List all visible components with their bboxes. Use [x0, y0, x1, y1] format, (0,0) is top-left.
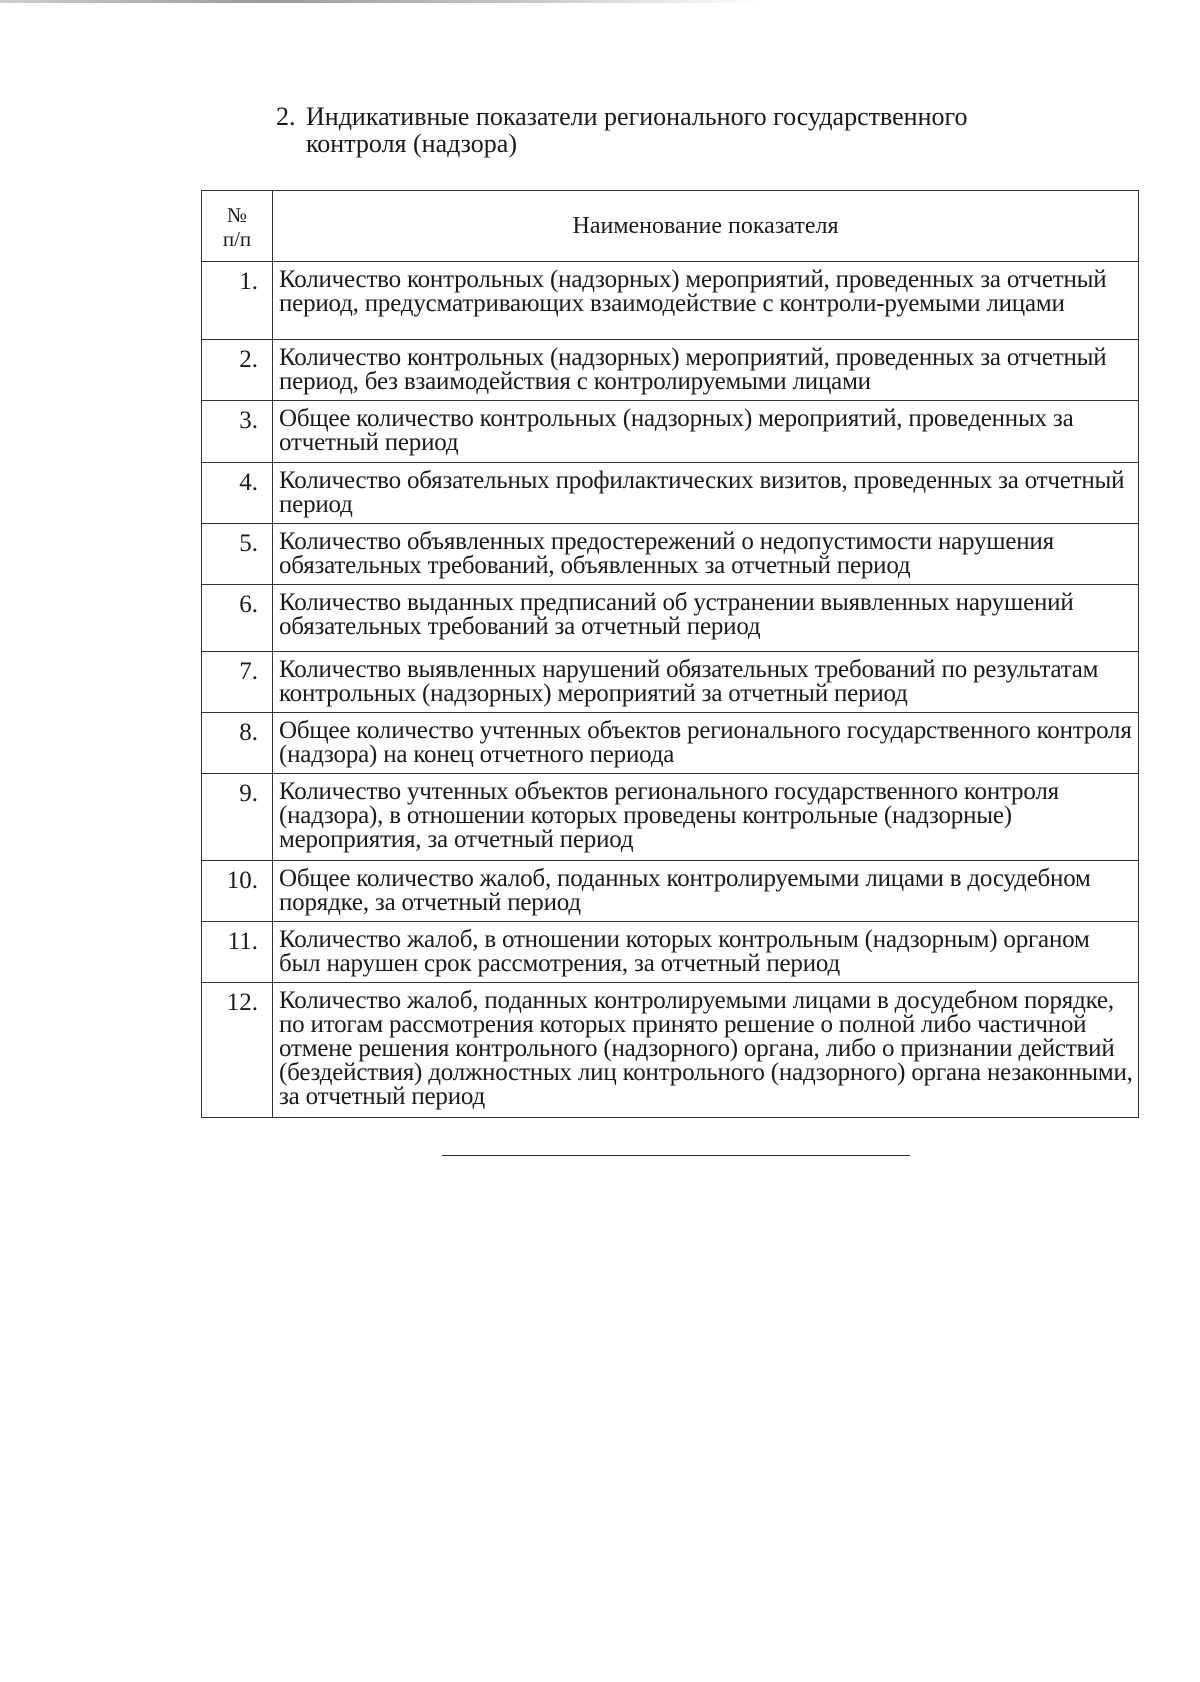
indicator-name: Количество жалоб, поданных контролируемыми лицами в досудебном порядке, по итогам рассмотрения которых принято решение о полной либо частичной отмене решения контрольного (надзорного) органа, либо о признании действий (бездействия) должностных лиц контрольного (надзорного) органа незаконными, за отчетный период: [273, 983, 1139, 1118]
indicator-name: Количество объявленных предостережений о недопустимости нарушения обязательных требований, объявленных за отчетный период: [273, 524, 1139, 585]
section-title-line-1: Индикативные показатели регионального государственного: [306, 102, 968, 131]
table-row: [202, 262, 1139, 340]
table-row: [202, 652, 1139, 713]
row-number: 4.: [202, 463, 273, 524]
row-number: 6.: [202, 585, 273, 652]
row-number: 5.: [202, 524, 273, 585]
row-number: 9.: [202, 774, 273, 861]
indicator-name: Общее количество жалоб, поданных контролируемыми лицами в досудебном порядке, за отчетный период: [273, 861, 1139, 922]
table-row: [202, 774, 1139, 861]
indicator-name: Количество обязательных профилактических визитов, проведенных за отчетный период: [273, 463, 1139, 524]
table-row: [202, 713, 1139, 774]
section-title: [276, 103, 1036, 157]
table-row: [202, 861, 1139, 922]
indicator-name: Количество выданных предписаний об устранении выявленных нарушений обязательных требований за отчетный период: [273, 585, 1139, 652]
indicator-name: Количество учтенных объектов регионального государственного контроля (надзора), в отношении которых проведены контрольные (надзорные) мероприятия, за отчетный период: [273, 774, 1139, 861]
column-header-number-sign: №: [226, 203, 248, 227]
row-number: 7.: [202, 652, 273, 713]
column-header-indicator-name: Наименование показателя: [273, 191, 1139, 262]
row-number: 10.: [202, 861, 273, 922]
row-number: 2.: [202, 340, 273, 401]
table-row: [202, 463, 1139, 524]
indicator-name: Общее количество контрольных (надзорных) мероприятий, проведенных за отчетный период: [273, 401, 1139, 463]
indicator-name: Количество выявленных нарушений обязательных требований по результатам контрольных (надзорных) мероприятий за отчетный период: [273, 652, 1139, 713]
row-number: 3.: [202, 401, 273, 463]
row-number: 1.: [202, 262, 273, 340]
table-row: [202, 983, 1139, 1118]
indicator-name: Общее количество учтенных объектов регионального государственного контроля (надзора) на конец отчетного периода: [273, 713, 1139, 774]
table-header-row: [202, 191, 1139, 262]
table-row: [202, 585, 1139, 652]
table-row: [202, 401, 1139, 463]
section-title-line-2: контроля (надзора): [306, 129, 517, 158]
table-row: [202, 340, 1139, 401]
row-number: 12.: [202, 983, 273, 1118]
indicator-name: Количество контрольных (надзорных) мероприятий, проведенных за отчетный период, без взаимодействия с контролируемыми лицами: [273, 340, 1139, 401]
indicator-name: Количество контрольных (надзорных) мероприятий, проведенных за отчетный период, предусматривающих взаимодействие с контроли-руемыми лицами: [273, 262, 1139, 340]
table-row: [202, 524, 1139, 585]
section-number: 2.: [276, 102, 296, 131]
scan-edge-artifact: [0, 0, 760, 3]
end-of-document-rule: [442, 1155, 910, 1156]
table-row: [202, 922, 1139, 983]
column-header-number-abbr: п/п: [222, 227, 252, 251]
row-number: 11.: [202, 922, 273, 983]
row-number: 8.: [202, 713, 273, 774]
indicators-table: [201, 190, 1139, 1118]
indicator-name: Количество жалоб, в отношении которых контрольным (надзорным) органом был нарушен срок рассмотрения, за отчетный период: [273, 922, 1139, 983]
column-header-number: [202, 191, 273, 262]
